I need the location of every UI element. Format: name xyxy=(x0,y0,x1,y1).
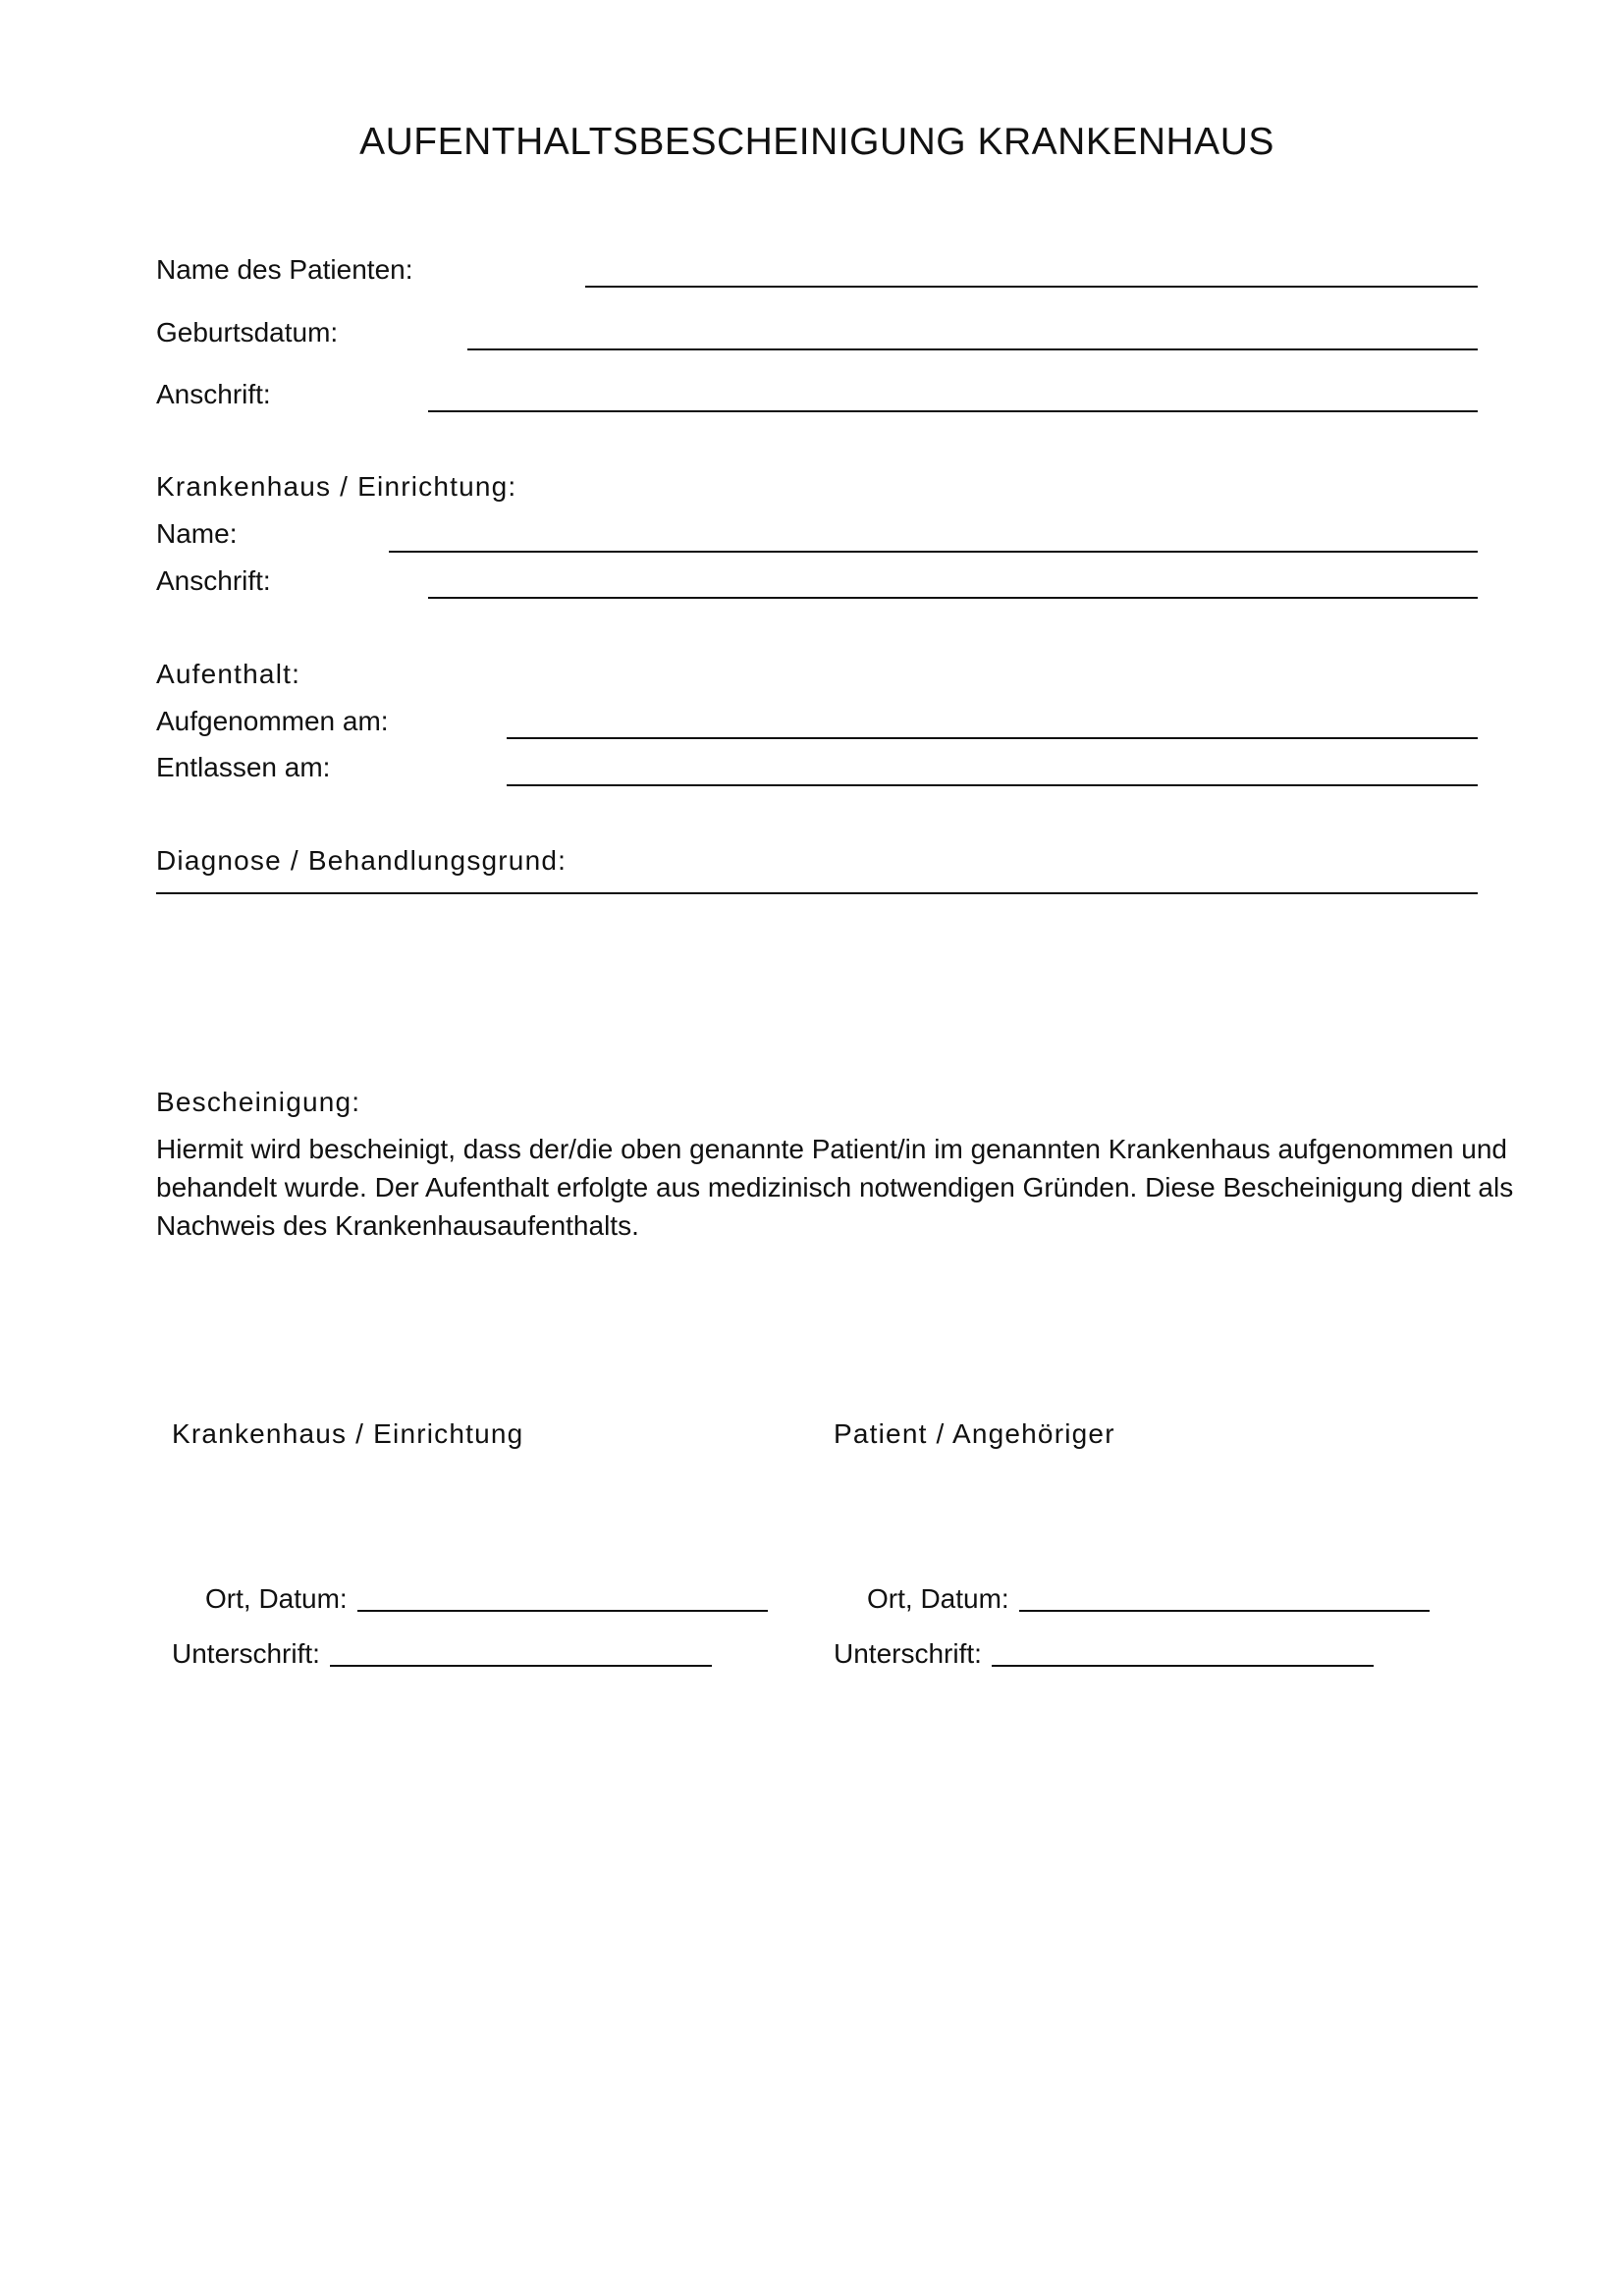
signature-right-place-date xyxy=(867,1582,1430,1616)
signature-label: Unterschrift: xyxy=(172,1638,320,1669)
signature-label: Unterschrift: xyxy=(834,1638,982,1669)
stay-heading: Aufenthalt: xyxy=(156,659,301,689)
place-date-label: Ort, Datum: xyxy=(205,1583,348,1614)
patient-name-label: Name des Patienten: xyxy=(156,254,413,285)
certification-heading: Bescheinigung: xyxy=(156,1087,361,1117)
diagnosis-label: Diagnose / Behandlungsgrund: xyxy=(156,845,568,876)
page-title: AUFENTHALTSBESCHEINIGUNG KRANKENHAUS xyxy=(359,121,1274,163)
signature-field[interactable] xyxy=(992,1665,1374,1667)
signature-field[interactable] xyxy=(330,1665,712,1667)
admitted-label: Aufgenommen am: xyxy=(156,706,389,736)
hospital-address-label: Anschrift: xyxy=(156,565,271,596)
discharged-date-field[interactable] xyxy=(507,784,1478,786)
patient-name-field[interactable] xyxy=(585,286,1478,288)
certification-text: Hiermit wird bescheinigt, dass der/die oben genannte Patient/in im genannten Krankenhaus aufgenommen und behandelt wurde. Der Aufenthalt erfolgte aus medizinisch notwendigen Gründen. Diese Bescheinigung dient als Nachweis des Krankenhausaufenthalts. xyxy=(156,1134,1514,1241)
hospital-name-field[interactable] xyxy=(389,551,1478,553)
signature-left-heading: Krankenhaus / Einrichtung xyxy=(172,1418,524,1449)
signature-right-heading: Patient / Angehöriger xyxy=(834,1418,1115,1449)
place-date-label: Ort, Datum: xyxy=(867,1583,1009,1614)
place-date-field[interactable] xyxy=(357,1610,768,1612)
admitted-date-field[interactable] xyxy=(507,737,1478,739)
patient-address-field[interactable] xyxy=(428,410,1478,412)
patient-birthdate-field[interactable] xyxy=(467,348,1478,350)
hospital-address-field[interactable] xyxy=(428,597,1478,599)
patient-address-label: Anschrift: xyxy=(156,379,271,409)
signature-left-signature xyxy=(172,1637,712,1671)
diagnosis-field[interactable] xyxy=(156,892,1478,894)
discharged-label: Entlassen am: xyxy=(156,752,331,782)
hospital-name-label: Name: xyxy=(156,518,238,549)
patient-birthdate-label: Geburtsdatum: xyxy=(156,317,339,347)
signature-right-signature xyxy=(834,1637,1374,1671)
hospital-heading: Krankenhaus / Einrichtung: xyxy=(156,471,517,502)
signature-left-place-date xyxy=(205,1582,768,1616)
place-date-field[interactable] xyxy=(1019,1610,1430,1612)
